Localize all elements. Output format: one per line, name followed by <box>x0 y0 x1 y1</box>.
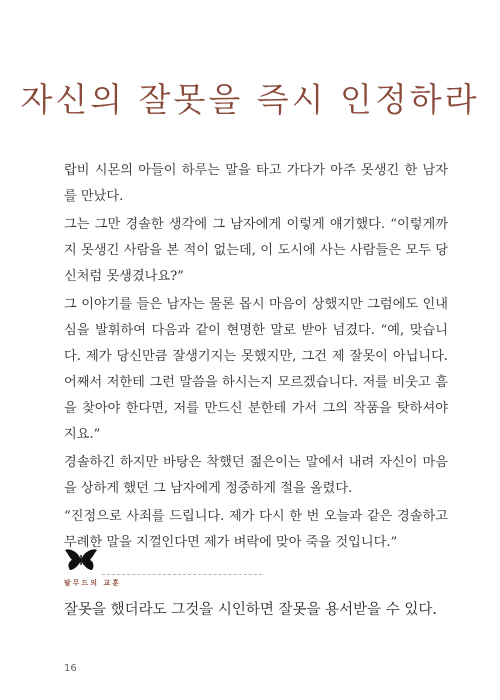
story-body <box>64 158 448 558</box>
paragraph: 랍비 시몬의 아들이 하루는 말을 타고 가다가 아주 못생긴 한 남자를 만났다. <box>64 163 448 204</box>
paragraph: 경솔하긴 하지만 바탕은 착했던 젊은이는 말에서 내려 자신이 마음을 상하게 했던 그 남자에게 정중하게 절을 올렸다. <box>64 455 448 496</box>
lesson-box <box>64 548 464 619</box>
page-number: 16 <box>64 663 77 674</box>
page-title: 자신의 잘못을 즉시 인정하라 <box>20 80 480 120</box>
paragraph: “진정으로 사죄를 드립니다. 제가 다시 한 번 오늘과 같은 경솔하고 무례한 말을 지껄인다면 제가 벼락에 맞아 죽을 것입니다.” <box>64 509 448 550</box>
divider <box>102 574 262 575</box>
paragraph: 그 이야기를 들은 남자는 물론 몹시 마음이 상했지만 그럼에도 인내심을 발휘하여 다음과 같이 현명한 말로 받아 넘겼다. “예, 맞습니다. 제가 당신만큼 잘생기지는 못했지만, 그건 제 잘못이 아닙니다. 어째서 저한테 그런 말씀을 하시는지 모르겠습니다. 저를 비웃고 흠을 찾아야 한다면, 저를 만드신 분한테 가서 그의 작품을 탓하셔야지요.” <box>64 297 448 442</box>
lesson-text: 잘못을 했더라도 그것을 시인하면 잘못을 용서받을 수 있다. <box>64 602 438 618</box>
butterfly-icon <box>64 548 98 572</box>
paragraph: 그는 그만 경솔한 생각에 그 남자에게 이렇게 얘기했다. “이렇게까지 못생긴 사람을 본 적이 없는데, 이 도시에 사는 사람들은 모두 당신처럼 못생겼나요?” <box>64 217 448 284</box>
lesson-label: 탈무드의 교훈 <box>64 579 122 587</box>
